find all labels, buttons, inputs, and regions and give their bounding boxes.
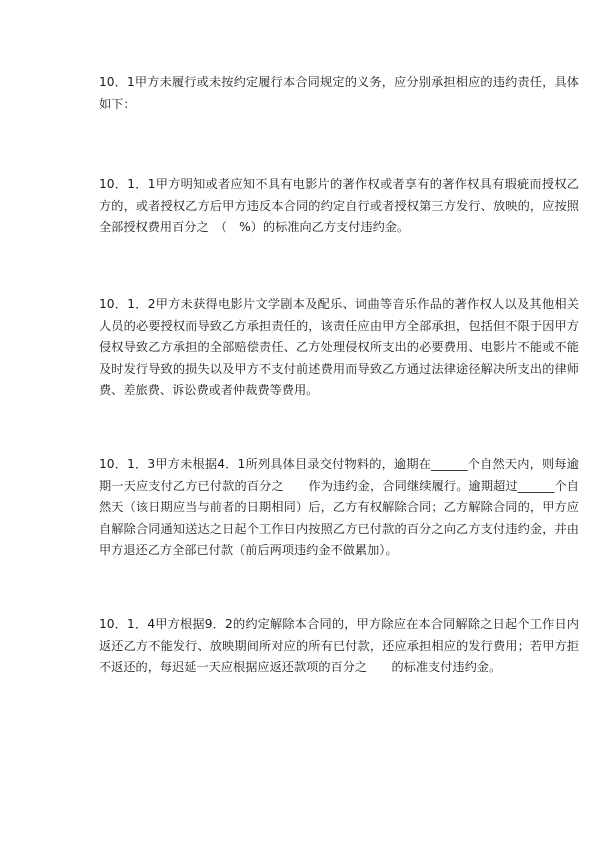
clause-10-1-2: 10．1．2甲方未获得电影片文学剧本及配乐、词曲等音乐作品的著作权人以及其他相关人员的必要授权而导致乙方承担责任的，该责任应由甲方全部承担，包括但不限于因甲方侵权导致乙方承担的全部赔偿责任、乙方处理侵权所支出的必要费用、电影片不能或不能及时发行导致的损失以及甲方不支付前述费用而导致乙方通过法律途径解决所支出的律师费、差旅费、诉讼费或者仲裁费等费用。 (99, 297, 579, 398)
clause-10-1-4: 10．1．4甲方根据9．2的约定解除本合同的，甲方除应在本合同解除之日起个工作日内返还乙方不能发行、放映期间所对应的所有已付款，还应承担相应的发行费用；若甲方拒不返还的，每迟延一天应根据应返还款项的百分之 的标准支付违约金。 (99, 617, 579, 675)
clause-10-1: 10．1甲方未履行或未按约定履行本合同规定的义务，应分别承担相应的违约责任，具体如下： (99, 75, 579, 111)
clause-10-1-3: 10．1．3甲方未根据4．1所列具体目录交付物料的，逾期在______个自然天内，则每逾期一天应支付乙方已付款的百分之 作为违约金，合同继续履行。逾期超过______个自然天（该日期应当与前者的日期相同）后，乙方有权解除合同；乙方解除合同的，甲方应自解除合同通知送达之日起个工作日内按照乙方已付款的百分之向乙方支付违约金，并由甲方退还乙方全部已付款（前后两项违约金不做累加）。 (99, 457, 579, 558)
clause-10-1-1: 10．1．1甲方明知或者应知不具有电影片的著作权或者享有的著作权具有瑕疵而授权乙方的，或者授权乙方后甲方违反本合同的约定自行或者授权第三方发行、放映的，应按照全部授权费用百分之 （ %）的标准向乙方支付违约金。 (99, 177, 579, 235)
